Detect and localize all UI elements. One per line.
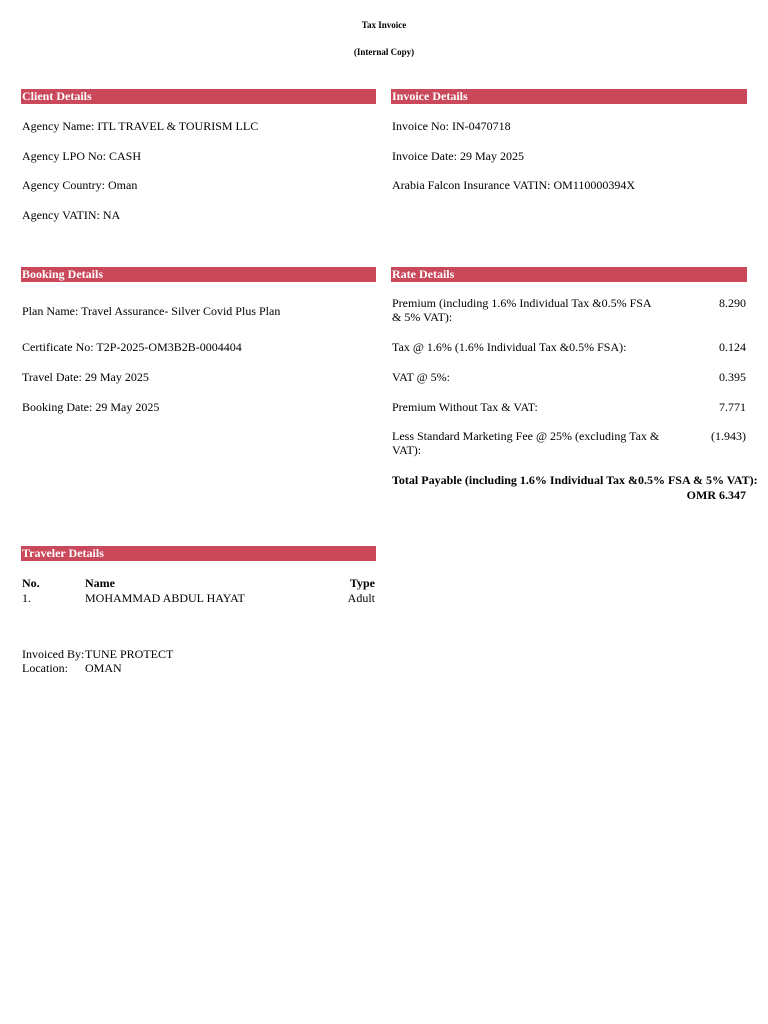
rate-vat-value: 0.395 (719, 370, 746, 384)
document-title: Tax Invoice (361, 20, 407, 30)
location-label: Location: (22, 661, 68, 675)
client-details-heading: Client Details (21, 89, 376, 104)
invoice-date: Invoice Date: 29 May 2025 (392, 149, 524, 163)
agency-country: Agency Country: Oman (22, 178, 138, 192)
invoice-number: Invoice No: IN-0470718 (392, 119, 511, 133)
rate-premium-label: Premium (including 1.6% Individual Tax &0.5% FSA & 5% VAT): (392, 296, 651, 324)
rate-marketing-fee-label: Less Standard Marketing Fee @ 25% (excluding Tax & VAT): (392, 429, 660, 457)
traveler-details-heading: Traveler Details (21, 546, 376, 561)
travel-date: Travel Date: 29 May 2025 (22, 370, 149, 384)
certificate-number: Certificate No: T2P-2025-OM3B2B-0004404 (22, 340, 242, 354)
traveler-col-type: Type (349, 576, 375, 590)
total-payable-value: OMR 6.347 (686, 488, 746, 502)
agency-vatin: Agency VATIN: NA (22, 208, 121, 222)
agency-lpo-no: Agency LPO No: CASH (22, 149, 141, 163)
invoice-details-heading: Invoice Details (391, 89, 747, 104)
invoiced-by-label: Invoiced By: (22, 647, 85, 661)
insurer-vatin: Arabia Falcon Insurance VATIN: OM110000394X (392, 178, 636, 192)
rate-vat-label: VAT @ 5%: (392, 370, 450, 384)
booking-details-heading: Booking Details (21, 267, 376, 282)
agency-name: Agency Name: ITL TRAVEL & TOURISM LLC (22, 119, 259, 133)
document-subtitle: (Internal Copy) (353, 47, 415, 57)
invoiced-by-value: TUNE PROTECT (85, 647, 174, 661)
traveler-row-name: MOHAMMAD ABDUL HAYAT (85, 591, 245, 605)
rate-premium-value: 8.290 (719, 296, 746, 310)
rate-details-heading: Rate Details (391, 267, 747, 282)
rate-net-premium-value: 7.771 (719, 400, 746, 414)
total-payable-label: Total Payable (including 1.6% Individual Tax &0.5% FSA & 5% VAT): (392, 473, 758, 487)
traveler-col-name: Name (85, 576, 115, 590)
location-value: OMAN (85, 661, 122, 675)
rate-tax-value: 0.124 (719, 340, 746, 354)
booking-date: Booking Date: 29 May 2025 (22, 400, 160, 414)
traveler-row-type: Adult (347, 591, 375, 605)
rate-tax-label: Tax @ 1.6% (1.6% Individual Tax &0.5% FSA): (392, 340, 627, 354)
plan-name: Plan Name: Travel Assurance- Silver Covid Plus Plan (22, 304, 281, 318)
rate-net-premium-label: Premium Without Tax & VAT: (392, 400, 538, 414)
traveler-row-no: 1. (22, 591, 31, 605)
traveler-col-no: No. (22, 576, 40, 590)
rate-marketing-fee-value: (1.943) (711, 429, 746, 443)
